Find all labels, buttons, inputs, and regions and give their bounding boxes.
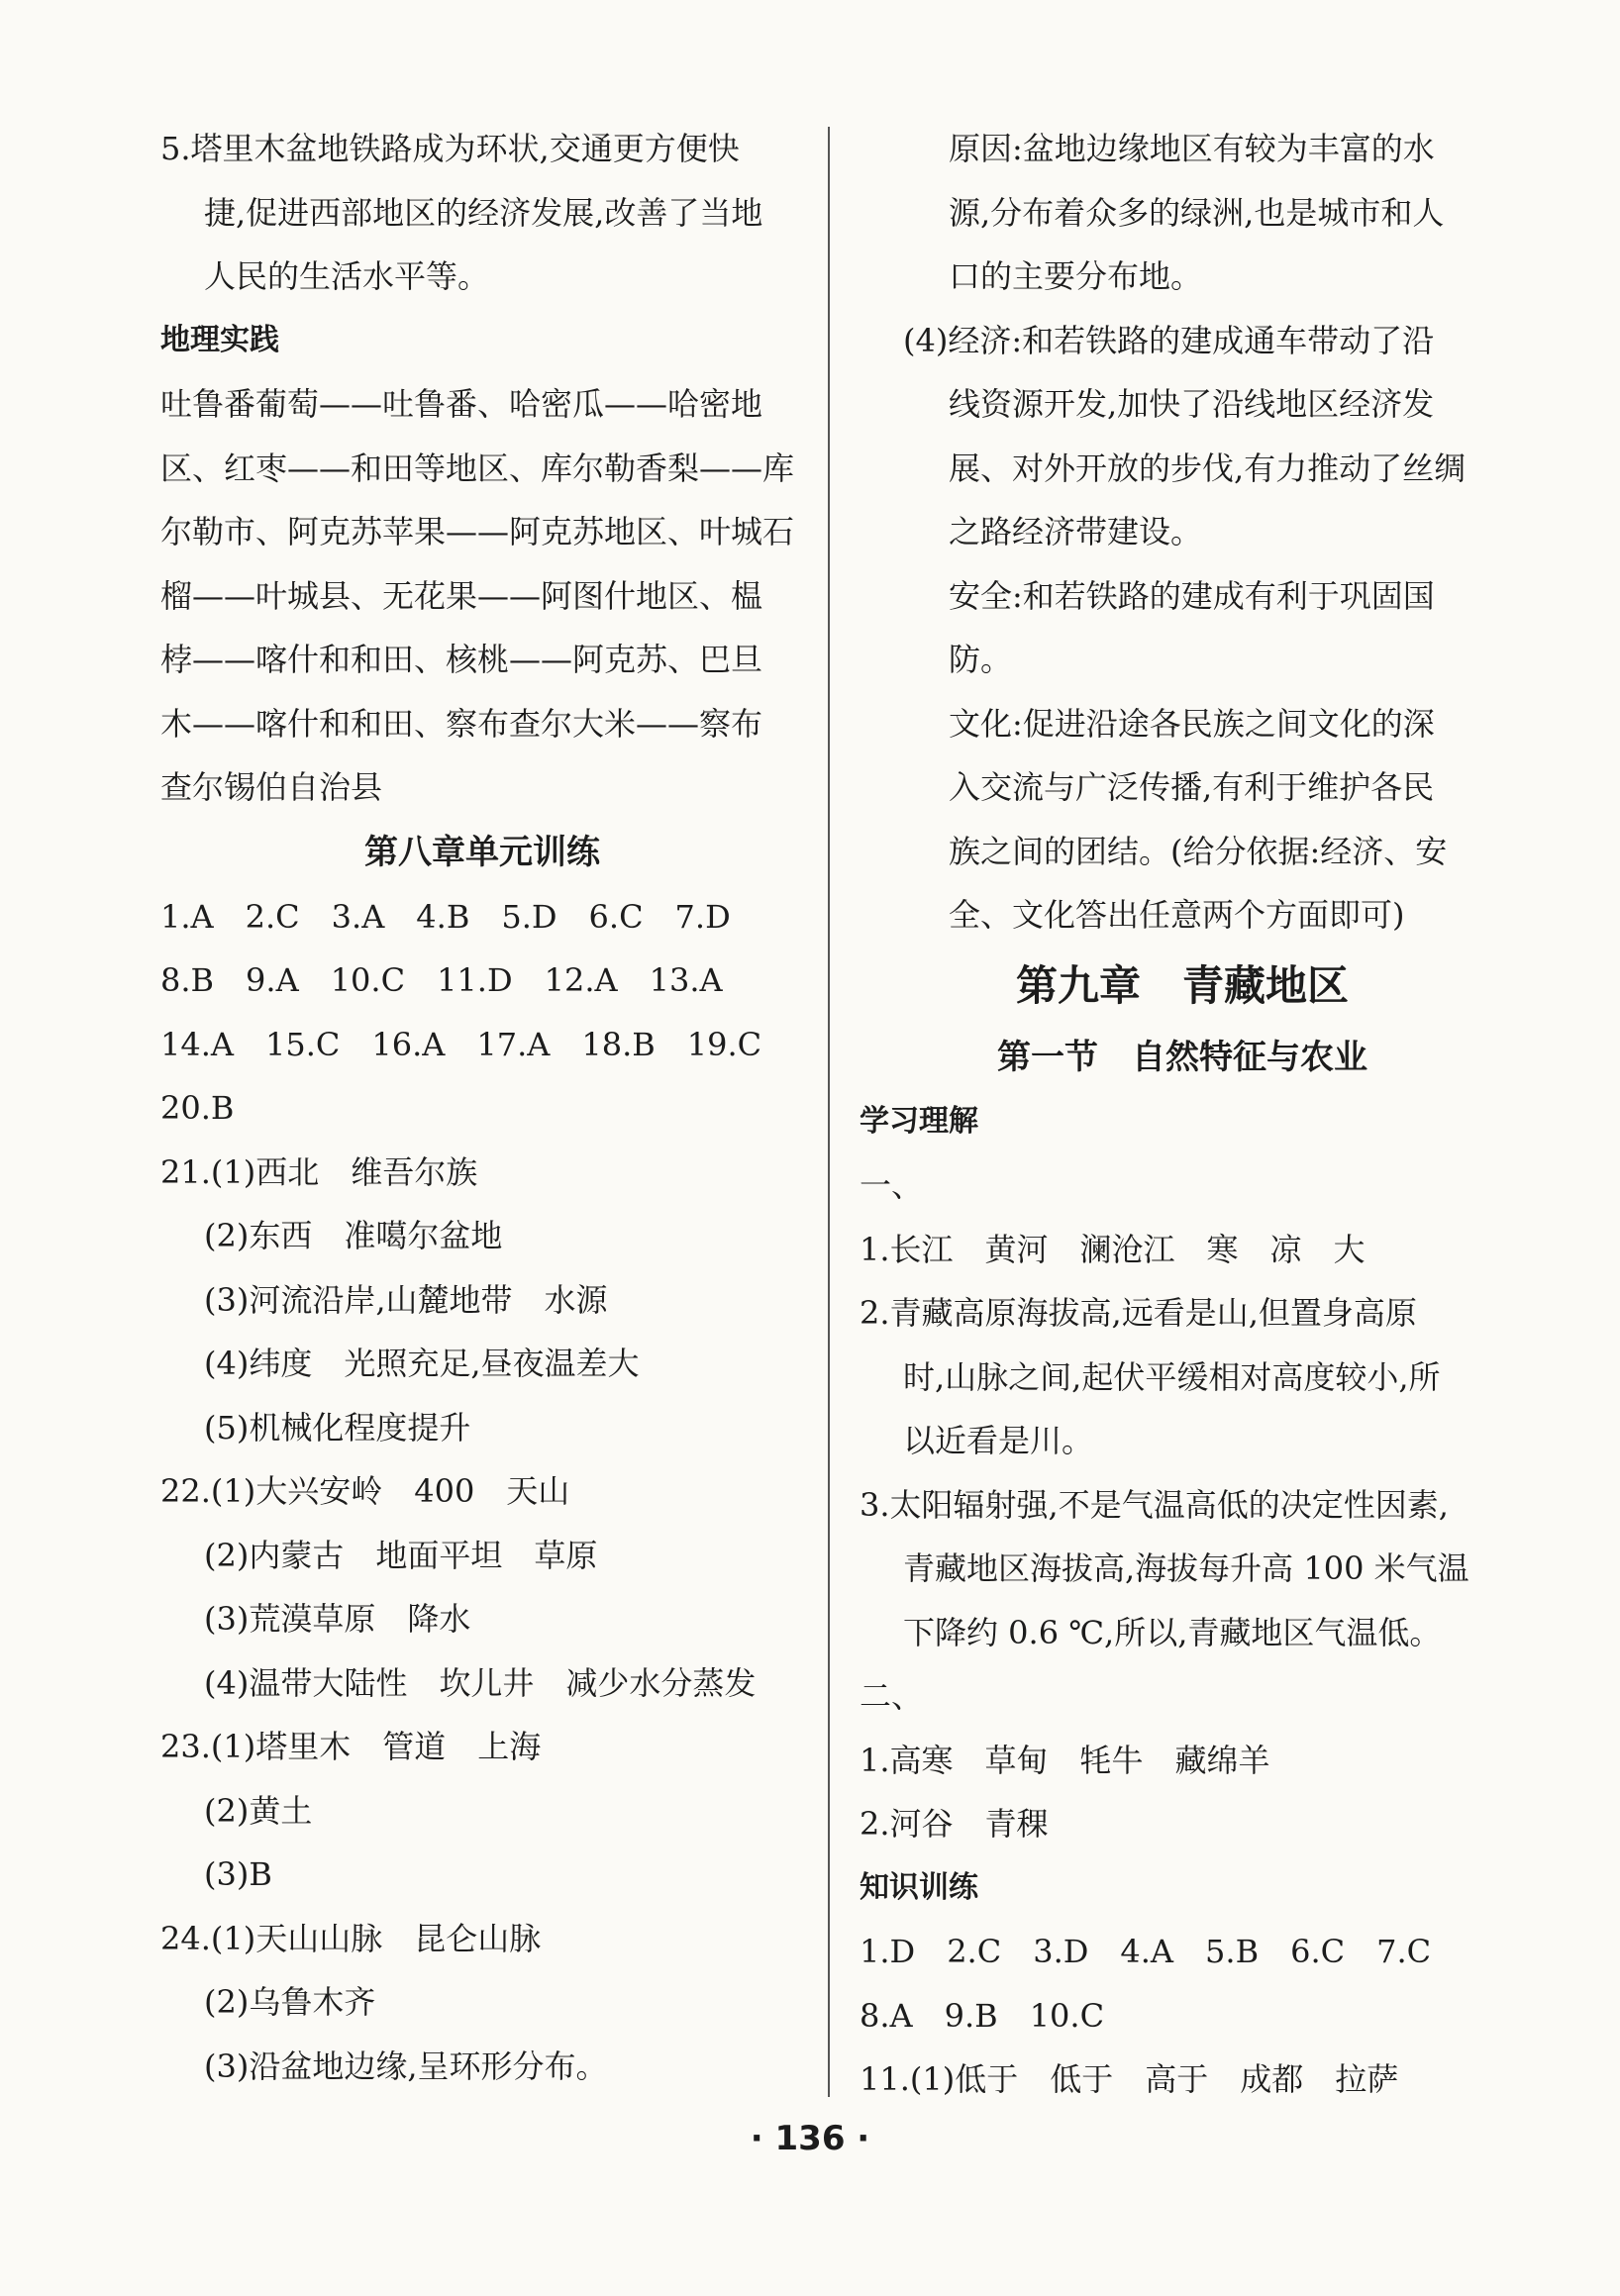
left-text-line-11: 查尔锡伯自治县 — [160, 768, 383, 806]
right-text-line-4: (4)经济:和若铁路的建成通车带动了沿 — [903, 321, 1435, 359]
left-text-line-23: (2)内蒙古 地面平坦 草原 — [204, 1536, 598, 1574]
right-section-label-28: 知识训练 — [860, 1869, 978, 1905]
left-text-line-28: (3)B — [204, 1855, 272, 1893]
page-number: · 136 · — [750, 2119, 870, 2158]
left-text-line-26: 23.(1)塔里木 管道 上海 — [160, 1728, 542, 1765]
left-text-line-8: 榴——叶城县、无花果——阿图什地区、榅 — [160, 576, 763, 615]
right-text-line-20: 时,山脉之间,起伏平缓相对高度较小,所 — [903, 1357, 1441, 1396]
right-heading-14: 第九章 青藏地区 — [1015, 960, 1349, 1010]
right-text-line-27: 2.河谷 青稞 — [860, 1805, 1049, 1843]
right-text-line-23: 青藏地区海拔高,海拔每升高 100 米气温 — [903, 1549, 1469, 1587]
left-text-line-3: 人民的生活水平等。 — [204, 257, 490, 295]
right-text-line-31: 11.(1)低于 低于 高于 成都 拉萨 — [860, 2060, 1399, 2098]
left-text-line-6: 区、红枣——和田等地区、库尔勒香梨——库 — [160, 449, 795, 487]
right-section-label-16: 学习理解 — [860, 1103, 978, 1139]
right-text-line-21: 以近看是川。 — [903, 1422, 1094, 1459]
right-text-line-26: 1.高寒 草甸 牦牛 藏绵羊 — [860, 1741, 1270, 1779]
right-text-line-10: 文化:促进沿途各民族之间文化的深 — [949, 704, 1435, 743]
left-text-line-31: (3)沿盆地边缘,呈环形分布。 — [204, 2046, 608, 2085]
right-text-line-19: 2.青藏高原海拔高,远看是山,但置身高原 — [860, 1294, 1417, 1332]
left-column — [160, 117, 804, 2098]
right-column — [860, 117, 1505, 2112]
right-text-line-9: 防。 — [949, 641, 1013, 678]
left-text-line-18: (2)东西 准噶尔盆地 — [204, 1217, 503, 1254]
right-text-line-12: 族之间的团结。(给分依据:经济、安 — [949, 832, 1448, 870]
right-text-line-30: 8.A 9.B 10.C — [860, 1996, 1105, 2035]
right-text-line-13: 全、文化答出任意两个方面即可) — [949, 896, 1405, 934]
left-text-line-20: (4)纬度 光照充足,昼夜温差大 — [204, 1345, 640, 1382]
right-text-line-8: 安全:和若铁路的建成有利于巩固国 — [949, 576, 1435, 615]
left-text-line-2: 捷,促进西部地区的经济发展,改善了当地 — [204, 193, 763, 232]
left-section-label-4: 地理实践 — [160, 322, 279, 357]
right-text-line-24: 下降约 0.6 ℃,所以,青藏地区气温低。 — [903, 1613, 1442, 1651]
left-text-line-22: 22.(1)大兴安岭 400 天山 — [160, 1472, 570, 1510]
left-text-line-13: 1.A 2.C 3.A 4.B 5.D 6.C 7.D — [160, 897, 731, 936]
right-text-line-25: 二、 — [860, 1677, 924, 1715]
left-text-line-9: 桲——喀什和和田、核桃——阿克苏、巴旦 — [160, 641, 763, 678]
left-text-line-27: (2)黄土 — [204, 1791, 313, 1830]
right-text-line-5: 线资源开发,加快了沿线地区经济发 — [949, 385, 1435, 423]
left-heading-12: 第八章单元训练 — [364, 832, 600, 872]
right-text-line-18: 1.长江 黄河 澜沧江 寒 凉 大 — [860, 1230, 1366, 1268]
left-text-line-17: 21.(1)西北 维吾尔族 — [160, 1152, 478, 1191]
right-heading-15: 第一节 自然特征与农业 — [997, 1037, 1367, 1077]
left-text-line-30: (2)乌鲁木齐 — [204, 1983, 376, 2021]
left-text-line-7: 尔勒市、阿克苏苹果——阿克苏地区、叶城石 — [160, 513, 795, 550]
right-text-line-11: 入交流与广泛传播,有利于维护各民 — [949, 768, 1435, 806]
right-text-line-2: 源,分布着众多的绿洲,也是城市和人 — [949, 193, 1445, 232]
right-text-line-6: 展、对外开放的步伐,有力推动了丝绸 — [949, 449, 1467, 487]
right-text-line-7: 之路经济带建设。 — [949, 513, 1203, 550]
left-text-line-14: 8.B 9.A 10.C 11.D 12.A 13.A — [160, 961, 723, 999]
right-text-line-1: 原因:盆地边缘地区有较为丰富的水 — [949, 130, 1435, 167]
left-text-line-21: (5)机械化程度提升 — [204, 1408, 471, 1447]
left-text-line-16: 20.B — [160, 1089, 235, 1127]
right-text-line-3: 口的主要分布地。 — [949, 257, 1203, 295]
right-text-line-22: 3.太阳辐射强,不是气温高低的决定性因素, — [860, 1485, 1449, 1524]
right-text-line-29: 1.D 2.C 3.D 4.A 5.B 6.C 7.C — [860, 1933, 1432, 1970]
column-divider — [828, 127, 830, 2097]
left-text-line-15: 14.A 15.C 16.A 17.A 18.B 19.C — [160, 1025, 762, 1063]
left-text-line-1: 5.塔里木盆地铁路成为环状,交通更方便快 — [160, 130, 740, 167]
left-text-line-5: 吐鲁番葡萄——吐鲁番、哈密瓜——哈密地 — [160, 385, 763, 423]
left-text-line-10: 木——喀什和和田、察布查尔大米——察布 — [160, 704, 763, 743]
right-text-line-17: 一、 — [860, 1166, 924, 1204]
left-text-line-19: (3)河流沿岸,山麓地带 水源 — [204, 1280, 608, 1319]
left-text-line-24: (3)荒漠草原 降水 — [204, 1600, 471, 1638]
left-text-line-25: (4)温带大陆性 坎儿井 减少水分蒸发 — [204, 1663, 757, 1702]
left-text-line-29: 24.(1)天山山脉 昆仑山脉 — [160, 1919, 542, 1957]
